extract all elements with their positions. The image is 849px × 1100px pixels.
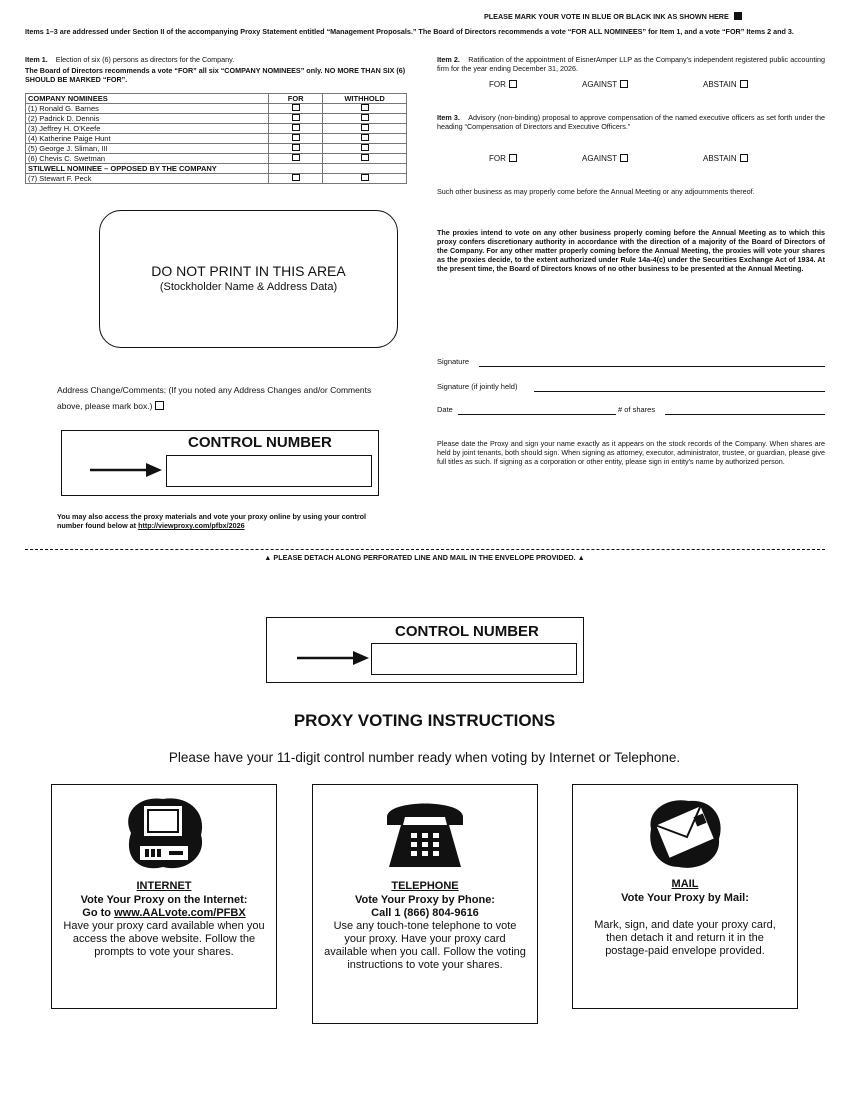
internet-sub1: Vote Your Proxy on the Internet: bbox=[80, 894, 248, 906]
signature-label: Signature bbox=[437, 357, 470, 366]
instructions-title: PROXY VOTING INSTRUCTIONS bbox=[293, 711, 556, 730]
control-number-field-top[interactable] bbox=[166, 455, 372, 487]
mark-vote-instruction bbox=[484, 12, 742, 21]
mail-body: Mark, sign, and date your proxy card, then detach it and return it in the postage-paid envelope provided. bbox=[594, 919, 776, 957]
detach-text: ▲ PLEASE DETACH ALONG PERFORATED LINE AND MAIL IN THE ENVELOPE PROVIDED. ▲ bbox=[264, 553, 585, 562]
instructions-subtitle: Please have your 11-digit control number ready when voting by Internet or Telephone. bbox=[168, 750, 681, 765]
mail-sub1: Vote Your Proxy by Mail: bbox=[621, 892, 749, 904]
item2-label: Item 2. bbox=[437, 55, 460, 64]
signature-line[interactable] bbox=[479, 366, 825, 367]
date-line[interactable] bbox=[458, 414, 616, 415]
item2-for[interactable]: FOR bbox=[489, 80, 517, 90]
mail-heading: MAIL bbox=[671, 878, 699, 890]
address-change-block bbox=[57, 382, 387, 414]
address-change-text: Address Change/Comments: (If you noted any Address Changes and/or Comments above, please mark box.) bbox=[57, 385, 372, 411]
signature-joint-line[interactable] bbox=[534, 391, 825, 392]
item3-text: Advisory (non-binding) proposal to approve compensation of the named executive officers as set forth under the heading “Compensation of Directors and Executive Officers.” bbox=[437, 113, 825, 131]
mail-vote-box bbox=[572, 784, 798, 1009]
nominee-name: (6) Chevis C. Swetman bbox=[26, 154, 269, 164]
nominee-for-checkbox[interactable] bbox=[292, 114, 300, 121]
item1-label: Item 1. bbox=[25, 55, 48, 64]
nominee-for-checkbox[interactable] bbox=[292, 174, 300, 181]
item1-text: Election of six (6) persons as directors for the Company. bbox=[55, 55, 235, 64]
nominee-for-checkbox[interactable] bbox=[292, 154, 300, 161]
item3-block bbox=[437, 113, 825, 131]
proxies-text: The proxies intend to vote on any other business properly coming before the Annual Meeting as to which this proxy confers discretionary authority in accordance with the direction of a majority of the Board of Directors of the Company. For any other matter properly coming before the Annual Meeting, the proxies will vote your shares as the proxies decide, to the extent authorized under Rule 14a-4(c) under the Securities Exchange Act of 1934. At the present time, the Board of Directors knows of no other business to be presented at the Annual Meeting. bbox=[437, 228, 825, 273]
control-number-label-top: CONTROL NUMBER bbox=[188, 434, 332, 451]
telephone-number[interactable]: Call 1 (866) 804-9616 bbox=[371, 907, 479, 919]
stilwell-header: STILWELL NOMINEE – OPPOSED BY THE COMPANY bbox=[26, 164, 269, 174]
item1-block bbox=[25, 55, 415, 64]
do-not-print-text: DO NOT PRINT IN THIS AREA bbox=[151, 263, 346, 279]
telephone-sub1: Vote Your Proxy by Phone: bbox=[355, 894, 495, 906]
nominee-name: (7) Stewart F. Peck bbox=[26, 174, 269, 184]
shares-label: # of shares bbox=[618, 405, 656, 414]
nominee-withhold-checkbox[interactable] bbox=[361, 124, 369, 131]
address-data-area bbox=[99, 210, 398, 348]
header-company-nominees: COMPANY NOMINEES bbox=[26, 94, 269, 104]
item3-against[interactable]: AGAINST bbox=[582, 154, 628, 164]
stockholder-data-text: (Stockholder Name & Address Data) bbox=[159, 281, 338, 293]
item3-for[interactable]: FOR bbox=[489, 154, 517, 164]
arrow-right-icon bbox=[90, 463, 162, 477]
nominee-name: (3) Jeffrey H. O’Keefe bbox=[26, 124, 269, 134]
nominee-withhold-checkbox[interactable] bbox=[361, 134, 369, 141]
nominee-name: (4) Katherine Paige Hunt bbox=[26, 134, 269, 144]
control-number-field-bottom[interactable] bbox=[371, 643, 577, 675]
control-number-box-top bbox=[61, 430, 379, 496]
nominee-for-checkbox[interactable] bbox=[292, 144, 300, 151]
telephone-body: Use any touch-tone telephone to vote your proxy. Have your proxy card available when you call. Follow the voting instructions to vote your shares. bbox=[324, 920, 526, 971]
item3-abstain[interactable]: ABSTAIN bbox=[703, 154, 748, 164]
nominee-row bbox=[26, 144, 407, 154]
address-change-checkbox[interactable] bbox=[155, 401, 164, 410]
mark-vote-text: PLEASE MARK YOUR VOTE IN BLUE OR BLACK INK AS SHOWN HERE bbox=[484, 12, 729, 21]
internet-body: Have your proxy card available when you access the above website. Follow the prompts to vote your shares. bbox=[63, 920, 265, 958]
nominee-table-header bbox=[26, 94, 407, 104]
arrow-right-icon bbox=[297, 651, 369, 665]
signature-joint-label: Signature (if jointly held) bbox=[437, 382, 518, 391]
perforation-line bbox=[25, 549, 825, 550]
other-business-text: Such other business as may properly come before the Annual Meeting or any adjournments thereof. bbox=[437, 187, 755, 196]
date-label: Date bbox=[437, 405, 453, 414]
stilwell-header-row bbox=[26, 164, 407, 174]
online-access-sentence: You may also access the proxy materials and vote your proxy online by using your control number found below at bbox=[57, 512, 367, 530]
telephone-vote-box bbox=[312, 784, 538, 1024]
header-for: FOR bbox=[269, 94, 323, 104]
nominee-for-checkbox[interactable] bbox=[292, 124, 300, 131]
internet-sub2: Go to www.AALvote.com/PFBX bbox=[82, 907, 246, 919]
sample-filled-checkbox-icon bbox=[734, 12, 742, 20]
internet-heading: INTERNET bbox=[136, 880, 192, 892]
nominee-row bbox=[26, 134, 407, 144]
item2-text: Ratification of the appointment of EisnerAmper LLP as the Company’s independent registered public accounting firm for the year ending December 31, 2026. bbox=[437, 55, 825, 73]
sign-instructions: Please date the Proxy and sign your name exactly as it appears on the stock records of the Company. When shares are held by joint tenants, both should sign. When signing as attorney, executor, administrator, trustee, or guardian, please give full titles as such. If signing as a corporation or other entity, please sign in entity’s name by authorized person. bbox=[437, 439, 825, 466]
nominee-name: (5) George J. Sliman, III bbox=[26, 144, 269, 154]
nominee-withhold-checkbox[interactable] bbox=[361, 144, 369, 151]
telephone-heading: TELEPHONE bbox=[391, 880, 459, 892]
online-access-link[interactable]: http://viewproxy.com/pfbx/2026 bbox=[138, 521, 245, 530]
nominee-withhold-checkbox[interactable] bbox=[361, 154, 369, 161]
online-access-text bbox=[57, 512, 387, 530]
control-number-label-bottom: CONTROL NUMBER bbox=[395, 623, 539, 640]
header-withhold: WITHHOLD bbox=[323, 94, 407, 104]
control-number-box-bottom bbox=[266, 617, 584, 683]
telephone-icon bbox=[383, 795, 467, 871]
nominee-table bbox=[25, 93, 407, 184]
item2-against[interactable]: AGAINST bbox=[582, 80, 628, 90]
nominee-withhold-checkbox[interactable] bbox=[361, 174, 369, 181]
computer-icon bbox=[121, 793, 207, 873]
nominee-row bbox=[26, 174, 407, 184]
shares-line[interactable] bbox=[665, 414, 825, 415]
nominee-row bbox=[26, 104, 407, 114]
item3-label: Item 3. bbox=[437, 113, 460, 122]
item2-abstain[interactable]: ABSTAIN bbox=[703, 80, 748, 90]
nominee-for-checkbox[interactable] bbox=[292, 104, 300, 111]
internet-vote-box bbox=[51, 784, 277, 1009]
nominee-row bbox=[26, 124, 407, 134]
nominee-withhold-checkbox[interactable] bbox=[361, 114, 369, 121]
nominee-name: (1) Ronald G. Barnes bbox=[26, 104, 269, 114]
intro-text: Items 1–3 are addressed under Section II of the accompanying Proxy Statement entitled “Management Proposals.” The Board of Directors recommends a vote “FOR ALL NOMINEES” for Item 1, and a vote “FOR” Items 2 and 3. bbox=[25, 27, 794, 36]
nominee-withhold-checkbox[interactable] bbox=[361, 104, 369, 111]
mail-envelope-icon bbox=[645, 795, 725, 871]
item1-recommendation: The Board of Directors recommends a vote “FOR” all six “COMPANY NOMINEES” only. NO MORE THAN SIX (6) SHOULD BE MARKED “FOR”. bbox=[25, 66, 406, 84]
nominee-for-checkbox[interactable] bbox=[292, 134, 300, 141]
nominee-row bbox=[26, 114, 407, 124]
nominee-name: (2) Padrick D. Dennis bbox=[26, 114, 269, 124]
internet-vote-link[interactable]: www.AALvote.com/PFBX bbox=[114, 907, 246, 919]
nominee-row bbox=[26, 154, 407, 164]
item2-block bbox=[437, 55, 825, 73]
